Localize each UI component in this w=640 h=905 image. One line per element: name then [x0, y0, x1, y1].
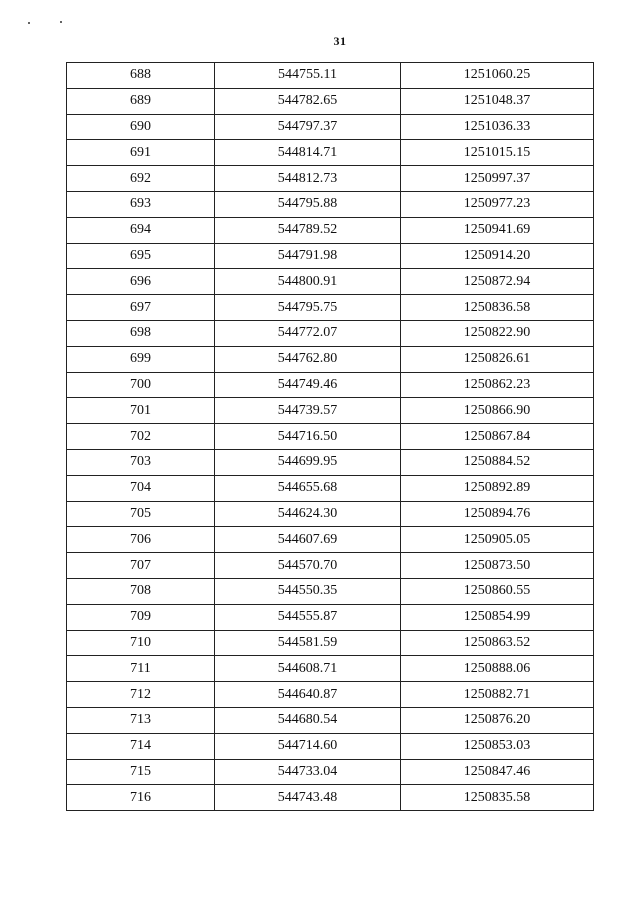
x-coordinate-cell: 544797.37: [215, 114, 401, 140]
table-row: [67, 191, 594, 217]
y-coordinate-cell: 1250914.20: [401, 243, 594, 269]
x-coordinate-cell: 544795.75: [215, 295, 401, 321]
table-row: [67, 398, 594, 424]
x-coordinate-cell: 544743.48: [215, 785, 401, 811]
y-coordinate-cell: 1250941.69: [401, 217, 594, 243]
point-number-cell: 690: [67, 114, 215, 140]
x-coordinate-cell: 544762.80: [215, 346, 401, 372]
table-row: [67, 578, 594, 604]
table-row: [67, 759, 594, 785]
point-number-cell: 696: [67, 269, 215, 295]
y-coordinate-cell: 1250863.52: [401, 630, 594, 656]
point-number-cell: 699: [67, 346, 215, 372]
table-row: [67, 346, 594, 372]
table-row: [67, 217, 594, 243]
x-coordinate-cell: 544555.87: [215, 604, 401, 630]
point-number-cell: 710: [67, 630, 215, 656]
table-row: [67, 88, 594, 114]
point-number-cell: 691: [67, 140, 215, 166]
point-number-cell: 688: [67, 63, 215, 89]
table-row: [67, 372, 594, 398]
point-number-cell: 692: [67, 166, 215, 192]
x-coordinate-cell: 544699.95: [215, 449, 401, 475]
y-coordinate-cell: 1251036.33: [401, 114, 594, 140]
point-number-cell: 705: [67, 501, 215, 527]
y-coordinate-cell: 1250905.05: [401, 527, 594, 553]
table-row: [67, 140, 594, 166]
point-number-cell: 715: [67, 759, 215, 785]
table-row: [67, 707, 594, 733]
y-coordinate-cell: 1250873.50: [401, 553, 594, 579]
table-row: [67, 656, 594, 682]
table-row: [67, 449, 594, 475]
point-number-cell: 716: [67, 785, 215, 811]
y-coordinate-cell: 1250862.23: [401, 372, 594, 398]
table-row: [67, 604, 594, 630]
table-row: [67, 527, 594, 553]
scan-speck: [28, 22, 30, 24]
coordinates-table-body: [67, 63, 594, 811]
y-coordinate-cell: 1250872.94: [401, 269, 594, 295]
point-number-cell: 702: [67, 424, 215, 450]
y-coordinate-cell: 1250866.90: [401, 398, 594, 424]
y-coordinate-cell: 1250836.58: [401, 295, 594, 321]
y-coordinate-cell: 1250860.55: [401, 578, 594, 604]
point-number-cell: 712: [67, 682, 215, 708]
y-coordinate-cell: 1251015.15: [401, 140, 594, 166]
x-coordinate-cell: 544791.98: [215, 243, 401, 269]
x-coordinate-cell: 544581.59: [215, 630, 401, 656]
x-coordinate-cell: 544789.52: [215, 217, 401, 243]
x-coordinate-cell: 544716.50: [215, 424, 401, 450]
x-coordinate-cell: 544570.70: [215, 553, 401, 579]
y-coordinate-cell: 1250884.52: [401, 449, 594, 475]
x-coordinate-cell: 544800.91: [215, 269, 401, 295]
y-coordinate-cell: 1250853.03: [401, 733, 594, 759]
x-coordinate-cell: 544772.07: [215, 320, 401, 346]
y-coordinate-cell: 1250882.71: [401, 682, 594, 708]
point-number-cell: 695: [67, 243, 215, 269]
point-number-cell: 704: [67, 475, 215, 501]
scan-speck: [60, 21, 62, 23]
table-row: [67, 630, 594, 656]
y-coordinate-cell: 1250876.20: [401, 707, 594, 733]
table-row: [67, 320, 594, 346]
y-coordinate-cell: 1250894.76: [401, 501, 594, 527]
x-coordinate-cell: 544640.87: [215, 682, 401, 708]
table-row: [67, 733, 594, 759]
table-row: [67, 63, 594, 89]
point-number-cell: 703: [67, 449, 215, 475]
point-number-cell: 700: [67, 372, 215, 398]
x-coordinate-cell: 544739.57: [215, 398, 401, 424]
x-coordinate-cell: 544749.46: [215, 372, 401, 398]
y-coordinate-cell: 1250835.58: [401, 785, 594, 811]
x-coordinate-cell: 544812.73: [215, 166, 401, 192]
x-coordinate-cell: 544714.60: [215, 733, 401, 759]
y-coordinate-cell: 1250888.06: [401, 656, 594, 682]
x-coordinate-cell: 544782.65: [215, 88, 401, 114]
y-coordinate-cell: 1250892.89: [401, 475, 594, 501]
point-number-cell: 698: [67, 320, 215, 346]
coordinates-table: [66, 62, 594, 811]
x-coordinate-cell: 544680.54: [215, 707, 401, 733]
table-row: [67, 475, 594, 501]
table-row: [67, 424, 594, 450]
table-row: [67, 553, 594, 579]
x-coordinate-cell: 544733.04: [215, 759, 401, 785]
point-number-cell: 694: [67, 217, 215, 243]
x-coordinate-cell: 544607.69: [215, 527, 401, 553]
x-coordinate-cell: 544655.68: [215, 475, 401, 501]
point-number-cell: 711: [67, 656, 215, 682]
table-row: [67, 785, 594, 811]
page-number: 31: [333, 34, 347, 48]
x-coordinate-cell: 544608.71: [215, 656, 401, 682]
y-coordinate-cell: 1250867.84: [401, 424, 594, 450]
x-coordinate-cell: 544755.11: [215, 63, 401, 89]
x-coordinate-cell: 544550.35: [215, 578, 401, 604]
x-coordinate-cell: 544624.30: [215, 501, 401, 527]
point-number-cell: 707: [67, 553, 215, 579]
point-number-cell: 706: [67, 527, 215, 553]
point-number-cell: 708: [67, 578, 215, 604]
point-number-cell: 701: [67, 398, 215, 424]
table-row: [67, 269, 594, 295]
y-coordinate-cell: 1250822.90: [401, 320, 594, 346]
y-coordinate-cell: 1250997.37: [401, 166, 594, 192]
table-row: [67, 682, 594, 708]
table-row: [67, 243, 594, 269]
y-coordinate-cell: 1250826.61: [401, 346, 594, 372]
point-number-cell: 689: [67, 88, 215, 114]
point-number-cell: 697: [67, 295, 215, 321]
point-number-cell: 713: [67, 707, 215, 733]
y-coordinate-cell: 1251048.37: [401, 88, 594, 114]
y-coordinate-cell: 1250977.23: [401, 191, 594, 217]
point-number-cell: 693: [67, 191, 215, 217]
table-row: [67, 114, 594, 140]
point-number-cell: 709: [67, 604, 215, 630]
x-coordinate-cell: 544814.71: [215, 140, 401, 166]
point-number-cell: 714: [67, 733, 215, 759]
table-row: [67, 295, 594, 321]
table-row: [67, 166, 594, 192]
y-coordinate-cell: 1250854.99: [401, 604, 594, 630]
y-coordinate-cell: 1251060.25: [401, 63, 594, 89]
x-coordinate-cell: 544795.88: [215, 191, 401, 217]
table-row: [67, 501, 594, 527]
y-coordinate-cell: 1250847.46: [401, 759, 594, 785]
